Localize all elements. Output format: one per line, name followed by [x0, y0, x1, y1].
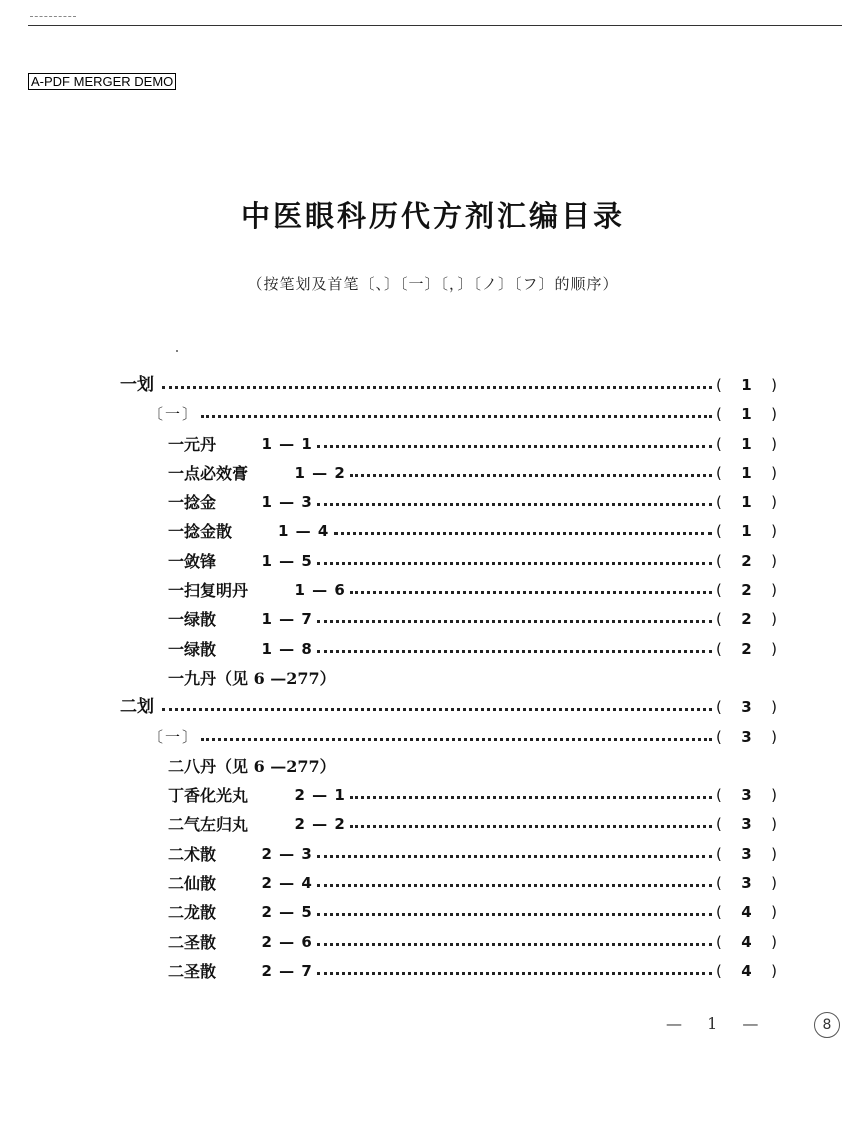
toc-entry[interactable] [0, 664, 866, 693]
toc-entry[interactable] [0, 400, 866, 429]
toc-page-number: 1 [741, 376, 753, 394]
toc-page-open-paren: ( [716, 581, 723, 600]
toc-entry-code: 1 — 6 [295, 576, 346, 605]
toc-page-number: 3 [741, 874, 753, 893]
toc-page-number: 2 [741, 610, 753, 629]
toc-leader-dots [350, 825, 712, 828]
toc-entry-name: 一划 [120, 371, 154, 400]
toc-entry-page [716, 957, 778, 986]
toc-entry-page [716, 840, 778, 869]
watermark-label: A-PDF MERGER DEMO [28, 73, 176, 90]
toc-entry-name: 一点必效膏 [168, 459, 248, 488]
toc-entry-name: 二仙散 [168, 869, 216, 898]
toc-page-open-paren: ( [716, 493, 723, 512]
toc-entry[interactable] [0, 752, 866, 781]
toc-page-open-paren: ( [716, 961, 723, 980]
toc-page-number: 3 [741, 844, 753, 863]
toc-page-close-paren: ) [771, 639, 778, 658]
toc-leader-dots [317, 913, 712, 916]
toc-entry-page [716, 781, 778, 810]
toc-entry[interactable] [0, 430, 866, 459]
toc-entry-name: 二圣散 [168, 928, 216, 957]
toc-page-open-paren: ( [716, 639, 723, 658]
toc-page-number: 1 [741, 434, 753, 453]
toc-page-close-paren: ) [771, 405, 778, 424]
toc-entry-page [716, 723, 778, 752]
toc-entry-code: 1 — 2 [295, 459, 346, 488]
toc-leader-dots [350, 796, 712, 799]
toc-entry-name: 二龙散 [168, 898, 216, 927]
toc-leader-dots [317, 562, 712, 565]
toc-page-close-paren: ) [771, 463, 778, 482]
toc-page-close-paren: ) [771, 493, 778, 512]
toc-page-open-paren: ( [716, 903, 723, 922]
toc-page-open-paren: ( [716, 815, 723, 834]
toc-page-close-paren: ) [771, 610, 778, 629]
toc-entry-page [716, 605, 778, 634]
toc-leader-dots [317, 445, 712, 448]
toc-page-open-paren: ( [716, 874, 723, 893]
toc-entry-name: 丁香化光丸 [168, 781, 248, 810]
toc-page-number: 4 [741, 932, 753, 951]
toc-entry-page [716, 898, 778, 927]
toc-entry-page [716, 635, 778, 664]
toc-entry[interactable] [0, 488, 866, 517]
footer-stamp: 8 [814, 1012, 840, 1038]
toc-page-number: 2 [741, 551, 753, 570]
toc-entry[interactable] [0, 781, 866, 810]
toc-entry-name: 〔一〕 [148, 723, 199, 752]
toc-entry[interactable] [0, 869, 866, 898]
toc-leader-dots [350, 474, 712, 477]
toc-entry[interactable] [0, 576, 866, 605]
toc-entry[interactable] [0, 635, 866, 664]
toc-entry-name: 一捻金散 [168, 517, 232, 546]
toc-leader-dots [317, 650, 712, 653]
toc-entry[interactable] [0, 693, 866, 722]
toc-page-open-paren: ( [716, 727, 723, 746]
toc-leader-dots [317, 972, 712, 975]
toc-page-open-paren: ( [716, 463, 723, 482]
toc-entry-name: 一敛锋 [168, 547, 216, 576]
footer-page-number: — 1 — [666, 1014, 769, 1033]
toc-entry-page [716, 693, 778, 722]
document-subtitle: （按笔划及首笔〔、〕〔一〕〔，〕〔ノ〕〔フ〕的顺序） [247, 275, 619, 293]
toc-entry-name: 一九丹（见 6 —277） [168, 664, 336, 693]
toc-entry-name: 二圣散 [168, 957, 216, 986]
toc-entry-name: 一绿散 [168, 635, 216, 664]
toc-entry-name: 二八丹（见 6 —277） [168, 752, 336, 781]
toc-page-number: 2 [741, 639, 753, 658]
toc-leader-dots [317, 884, 712, 887]
toc-page-close-paren: ) [771, 434, 778, 453]
toc-page-number: 1 [741, 493, 753, 512]
toc-page-close-paren: ) [771, 581, 778, 600]
toc-entry-page [716, 576, 778, 605]
toc-entry-page [716, 488, 778, 517]
toc-entry-page [716, 547, 778, 576]
scan-speck [176, 350, 178, 352]
toc-leader-dots [201, 415, 712, 418]
toc-entry-code: 2 — 7 [262, 957, 313, 986]
toc-entry-code: 1 — 3 [262, 488, 313, 517]
toc-page-number: 3 [741, 786, 753, 805]
toc-page-close-paren: ) [771, 844, 778, 863]
toc-page-close-paren: ) [771, 961, 778, 980]
toc-entry-name: 二气左归丸 [168, 810, 248, 839]
toc-entry[interactable] [0, 840, 866, 869]
toc-entry-code: 2 — 2 [295, 810, 346, 839]
toc-entry-name: 二划 [120, 693, 154, 722]
toc-page-close-paren: ) [771, 903, 778, 922]
toc-page-open-paren: ( [716, 522, 723, 541]
toc-entry-code: 1 — 4 [278, 517, 329, 546]
toc-entry-name: 一绿散 [168, 605, 216, 634]
toc-leader-dots [317, 503, 712, 506]
toc-page-close-paren: ) [771, 786, 778, 805]
toc-page-number: 1 [741, 522, 753, 541]
toc-entry-page [716, 928, 778, 957]
toc-entry-code: 1 — 5 [262, 547, 313, 576]
toc-entry[interactable] [0, 459, 866, 488]
toc-page-open-paren: ( [716, 698, 723, 717]
toc-entry[interactable] [0, 605, 866, 634]
toc-entry-page [716, 430, 778, 459]
toc-page-number: 3 [741, 698, 753, 717]
toc-page-open-paren: ( [716, 610, 723, 629]
toc-leader-dots [201, 738, 712, 741]
top-scan-mark [30, 16, 76, 21]
toc-entry-page [716, 869, 778, 898]
toc-entry-code: 2 — 1 [295, 781, 346, 810]
toc-entry-name: 一元丹 [168, 430, 216, 459]
table-of-contents [0, 371, 866, 986]
toc-entry-page [716, 517, 778, 546]
toc-entry[interactable] [0, 957, 866, 986]
toc-entry-name: 〔一〕 [148, 400, 199, 429]
toc-page-number: 3 [741, 727, 753, 746]
toc-page-number: 1 [741, 405, 753, 424]
toc-leader-dots [317, 855, 712, 858]
toc-page-open-paren: ( [716, 376, 723, 394]
toc-entry-page [716, 810, 778, 839]
toc-entry-code: 1 — 7 [262, 605, 313, 634]
toc-leader-dots [317, 943, 712, 946]
toc-page-close-paren: ) [771, 727, 778, 746]
toc-leader-dots [162, 386, 712, 389]
toc-entry-code: 1 — 8 [262, 635, 313, 664]
toc-page-number: 4 [741, 903, 753, 922]
toc-entry-name: 二术散 [168, 840, 216, 869]
toc-entry[interactable] [0, 547, 866, 576]
toc-page-open-paren: ( [716, 844, 723, 863]
toc-leader-dots [334, 532, 713, 535]
toc-entry-code: 2 — 6 [262, 928, 313, 957]
toc-page-close-paren: ) [771, 551, 778, 570]
toc-page-close-paren: ) [771, 815, 778, 834]
toc-entry-code: 2 — 4 [262, 869, 313, 898]
toc-page-number: 3 [741, 815, 753, 834]
toc-entry-page [716, 371, 778, 400]
toc-page-number: 1 [741, 463, 753, 482]
toc-entry[interactable] [0, 928, 866, 957]
toc-page-open-paren: ( [716, 434, 723, 453]
toc-entry-code: 2 — 3 [262, 840, 313, 869]
toc-entry[interactable] [0, 810, 866, 839]
toc-entry[interactable] [0, 517, 866, 546]
toc-page-number: 2 [741, 581, 753, 600]
toc-page-open-paren: ( [716, 932, 723, 951]
toc-leader-dots [317, 620, 712, 623]
toc-page-close-paren: ) [771, 522, 778, 541]
toc-page-open-paren: ( [716, 405, 723, 424]
toc-page-close-paren: ) [771, 932, 778, 951]
toc-entry[interactable] [0, 898, 866, 927]
toc-page-open-paren: ( [716, 551, 723, 570]
toc-entry-name: 一扫复明丹 [168, 576, 248, 605]
toc-leader-dots [162, 708, 712, 711]
toc-entry-name: 一捻金 [168, 488, 216, 517]
toc-entry-page [716, 400, 778, 429]
toc-page-close-paren: ) [771, 874, 778, 893]
document-title: 中医眼科历代方剂汇编目录 [240, 199, 625, 233]
toc-page-close-paren: ) [771, 376, 778, 394]
toc-page-number: 4 [741, 961, 753, 980]
toc-entry-code: 2 — 5 [262, 898, 313, 927]
toc-page-close-paren: ) [771, 698, 778, 717]
toc-entry-code: 1 — 1 [262, 430, 313, 459]
toc-entry[interactable] [0, 371, 866, 400]
toc-page-open-paren: ( [716, 786, 723, 805]
toc-entry[interactable] [0, 723, 866, 752]
toc-entry-page [716, 459, 778, 488]
top-rule [28, 25, 842, 26]
toc-leader-dots [350, 591, 712, 594]
